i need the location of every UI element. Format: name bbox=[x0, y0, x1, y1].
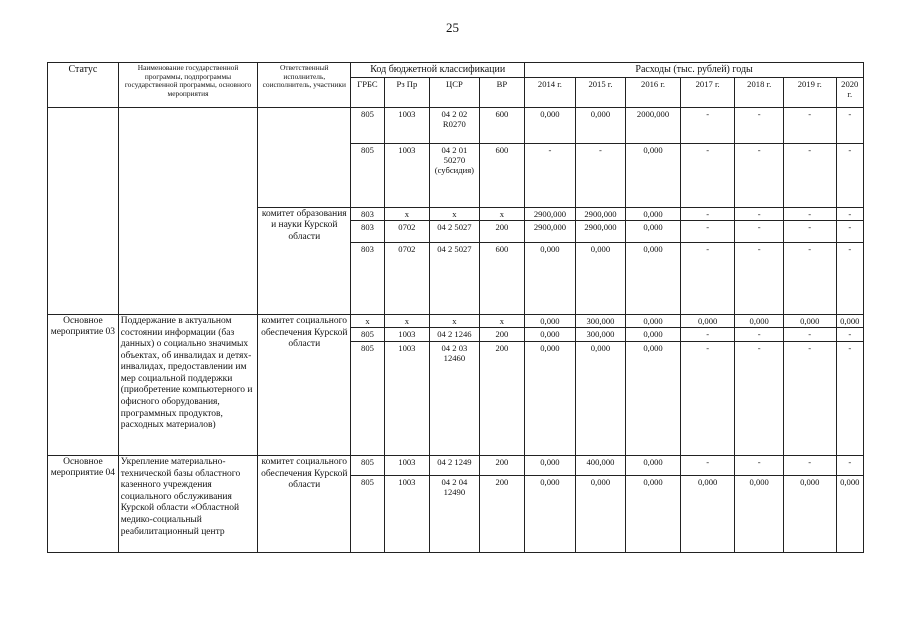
status-cell: Основное мероприятие 04 bbox=[48, 456, 119, 553]
header-year-2019: 2019 г. bbox=[783, 77, 836, 107]
expense-2020-cell: - bbox=[836, 328, 863, 342]
expense-2015-cell: 300,000 bbox=[575, 328, 626, 342]
header-year-2014: 2014 г. bbox=[525, 77, 576, 107]
csr-cell: 04 2 5027 bbox=[430, 220, 480, 242]
expense-2018-cell: - bbox=[735, 342, 784, 456]
expense-2016-cell: 0,000 bbox=[626, 314, 681, 327]
expense-2017-cell: - bbox=[680, 328, 735, 342]
grbs-cell: 803 bbox=[351, 220, 384, 242]
csr-cell: 04 2 1249 bbox=[430, 456, 480, 476]
rzpr-cell: 1003 bbox=[384, 476, 429, 553]
program-name-cell bbox=[118, 107, 258, 314]
expense-2014-cell: 0,000 bbox=[525, 242, 576, 314]
expense-2017-cell: - bbox=[680, 207, 735, 220]
vr-cell: 600 bbox=[479, 242, 525, 314]
grbs-cell: 805 bbox=[351, 143, 384, 207]
expense-2015-cell: 300,000 bbox=[575, 314, 626, 327]
expense-2016-cell: 0,000 bbox=[626, 476, 681, 553]
expense-2020-cell: - bbox=[836, 220, 863, 242]
csr-cell: 04 2 03 12460 bbox=[430, 342, 480, 456]
csr-cell: x bbox=[430, 314, 480, 327]
rzpr-cell: 1003 bbox=[384, 456, 429, 476]
table-row bbox=[48, 456, 864, 476]
vr-cell: 200 bbox=[479, 456, 525, 476]
rzpr-cell: 1003 bbox=[384, 342, 429, 456]
executor-cell: комитет образования и науки Курской области bbox=[258, 207, 351, 314]
vr-cell: x bbox=[479, 314, 525, 327]
header-budget-code: Код бюджетной классификации bbox=[351, 63, 525, 78]
expense-2017-cell: - bbox=[680, 107, 735, 143]
csr-cell: x bbox=[430, 207, 480, 220]
vr-cell: 600 bbox=[479, 107, 525, 143]
executor-cell: комитет социального обеспечения Курской области bbox=[258, 456, 351, 553]
program-name-cell: Укрепление материально-технической базы областного казенного учреждения социального обслуживания Курской области «Областной медико-социальный реабилитационный центр bbox=[118, 456, 258, 553]
expense-2015-cell: 0,000 bbox=[575, 342, 626, 456]
header-expenses: Расходы (тыс. рублей) годы bbox=[525, 63, 864, 78]
expense-2014-cell: 0,000 bbox=[525, 456, 576, 476]
expense-2019-cell: - bbox=[783, 143, 836, 207]
rzpr-cell: 1003 bbox=[384, 143, 429, 207]
header-grbs: ГРБС bbox=[351, 77, 384, 107]
header-year-2016: 2016 г. bbox=[626, 77, 681, 107]
expense-2018-cell: - bbox=[735, 242, 784, 314]
expense-2015-cell: 0,000 bbox=[575, 476, 626, 553]
rzpr-cell: x bbox=[384, 314, 429, 327]
expense-2015-cell: 0,000 bbox=[575, 242, 626, 314]
table-row bbox=[48, 107, 864, 143]
header-program-name: Наименование государственной программы, подпрограммы государственной программы, основного мероприятия bbox=[118, 63, 258, 108]
expense-2019-cell: - bbox=[783, 328, 836, 342]
expense-2020-cell: - bbox=[836, 456, 863, 476]
rzpr-cell: 0702 bbox=[384, 220, 429, 242]
expense-2018-cell: - bbox=[735, 143, 784, 207]
expense-2017-cell: - bbox=[680, 143, 735, 207]
header-vr: ВР bbox=[479, 77, 525, 107]
header-year-2015: 2015 г. bbox=[575, 77, 626, 107]
expense-2014-cell: 2900,000 bbox=[525, 220, 576, 242]
table-row bbox=[48, 314, 864, 327]
expense-2016-cell: 0,000 bbox=[626, 143, 681, 207]
expense-2015-cell: 2900,000 bbox=[575, 220, 626, 242]
expense-2016-cell: 0,000 bbox=[626, 220, 681, 242]
page-number: 25 bbox=[446, 20, 459, 35]
expense-2017-cell: - bbox=[680, 242, 735, 314]
executor-cell bbox=[258, 107, 351, 207]
grbs-cell: 803 bbox=[351, 207, 384, 220]
expense-2019-cell: - bbox=[783, 242, 836, 314]
program-name-cell: Поддержание в актуальном состоянии информации (баз данных) о социально значимых объектах, об инвалидах и детях-инвалидах, предоставлении им мер социальной поддержки (приобретение компьютерного и офисного оборудования, программных продуктов, расходных материалов) bbox=[118, 314, 258, 455]
expense-2018-cell: 0,000 bbox=[735, 314, 784, 327]
csr-cell: 04 2 01 50270 (субсидия) bbox=[430, 143, 480, 207]
expense-2014-cell: 2900,000 bbox=[525, 207, 576, 220]
expense-2020-cell: - bbox=[836, 242, 863, 314]
header-year-2017: 2017 г. bbox=[680, 77, 735, 107]
expense-2018-cell: - bbox=[735, 207, 784, 220]
vr-cell: 200 bbox=[479, 220, 525, 242]
expense-2014-cell: 0,000 bbox=[525, 328, 576, 342]
header-status: Статус bbox=[48, 63, 119, 108]
rzpr-cell: x bbox=[384, 207, 429, 220]
expense-2018-cell: - bbox=[735, 328, 784, 342]
grbs-cell: 805 bbox=[351, 456, 384, 476]
grbs-cell: 805 bbox=[351, 476, 384, 553]
budget-table bbox=[47, 62, 864, 553]
expense-2019-cell: - bbox=[783, 107, 836, 143]
expense-2019-cell: - bbox=[783, 456, 836, 476]
csr-cell: 04 2 04 12490 bbox=[430, 476, 480, 553]
expense-2017-cell: - bbox=[680, 456, 735, 476]
status-cell: Основное мероприятие 03 bbox=[48, 314, 119, 455]
expense-2015-cell: 400,000 bbox=[575, 456, 626, 476]
expense-2017-cell: - bbox=[680, 220, 735, 242]
expense-2016-cell: 0,000 bbox=[626, 207, 681, 220]
expense-2018-cell: 0,000 bbox=[735, 476, 784, 553]
vr-cell: x bbox=[479, 207, 525, 220]
expense-2016-cell: 0,000 bbox=[626, 328, 681, 342]
vr-cell: 600 bbox=[479, 143, 525, 207]
expense-2017-cell: 0,000 bbox=[680, 476, 735, 553]
expense-2016-cell: 2000,000 bbox=[626, 107, 681, 143]
grbs-cell: 805 bbox=[351, 107, 384, 143]
expense-2019-cell: 0,000 bbox=[783, 476, 836, 553]
header-row-top bbox=[48, 63, 864, 78]
expense-2018-cell: - bbox=[735, 220, 784, 242]
vr-cell: 200 bbox=[479, 342, 525, 456]
rzpr-cell: 1003 bbox=[384, 328, 429, 342]
grbs-cell: 803 bbox=[351, 242, 384, 314]
expense-2016-cell: 0,000 bbox=[626, 242, 681, 314]
csr-cell: 04 2 02 R0270 bbox=[430, 107, 480, 143]
expense-2014-cell: 0,000 bbox=[525, 476, 576, 553]
header-executor: Ответственный исполнитель, соисполнитель, участники bbox=[258, 63, 351, 108]
vr-cell: 200 bbox=[479, 328, 525, 342]
expense-2020-cell: 0,000 bbox=[836, 314, 863, 327]
expense-2014-cell: 0,000 bbox=[525, 314, 576, 327]
expense-2017-cell: - bbox=[680, 342, 735, 456]
expense-2014-cell: 0,000 bbox=[525, 342, 576, 456]
expense-2014-cell: 0,000 bbox=[525, 107, 576, 143]
csr-cell: 04 2 5027 bbox=[430, 242, 480, 314]
expense-2019-cell: - bbox=[783, 207, 836, 220]
expense-2014-cell: - bbox=[525, 143, 576, 207]
grbs-cell: 805 bbox=[351, 342, 384, 456]
expense-2019-cell: - bbox=[783, 342, 836, 456]
grbs-cell: 805 bbox=[351, 328, 384, 342]
expense-2016-cell: 0,000 bbox=[626, 456, 681, 476]
expense-2020-cell: - bbox=[836, 143, 863, 207]
csr-cell: 04 2 1246 bbox=[430, 328, 480, 342]
header-year-2018: 2018 г. bbox=[735, 77, 784, 107]
status-cell bbox=[48, 107, 119, 314]
expense-2015-cell: 0,000 bbox=[575, 107, 626, 143]
header-csr: ЦСР bbox=[430, 77, 480, 107]
expense-2020-cell: - bbox=[836, 107, 863, 143]
header-rzpr: Рз Пр bbox=[384, 77, 429, 107]
expense-2018-cell: - bbox=[735, 107, 784, 143]
expense-2020-cell: - bbox=[836, 207, 863, 220]
expense-2015-cell: - bbox=[575, 143, 626, 207]
expense-2017-cell: 0,000 bbox=[680, 314, 735, 327]
expense-2016-cell: 0,000 bbox=[626, 342, 681, 456]
expense-2019-cell: 0,000 bbox=[783, 314, 836, 327]
vr-cell: 200 bbox=[479, 476, 525, 553]
expense-2018-cell: - bbox=[735, 456, 784, 476]
expense-2015-cell: 2900,000 bbox=[575, 207, 626, 220]
grbs-cell: x bbox=[351, 314, 384, 327]
expense-2019-cell: - bbox=[783, 220, 836, 242]
rzpr-cell: 0702 bbox=[384, 242, 429, 314]
rzpr-cell: 1003 bbox=[384, 107, 429, 143]
executor-cell: комитет социального обеспечения Курской области bbox=[258, 314, 351, 455]
expense-2020-cell: - bbox=[836, 342, 863, 456]
header-year-2020: 2020 г. bbox=[836, 77, 863, 107]
expense-2020-cell: 0,000 bbox=[836, 476, 863, 553]
